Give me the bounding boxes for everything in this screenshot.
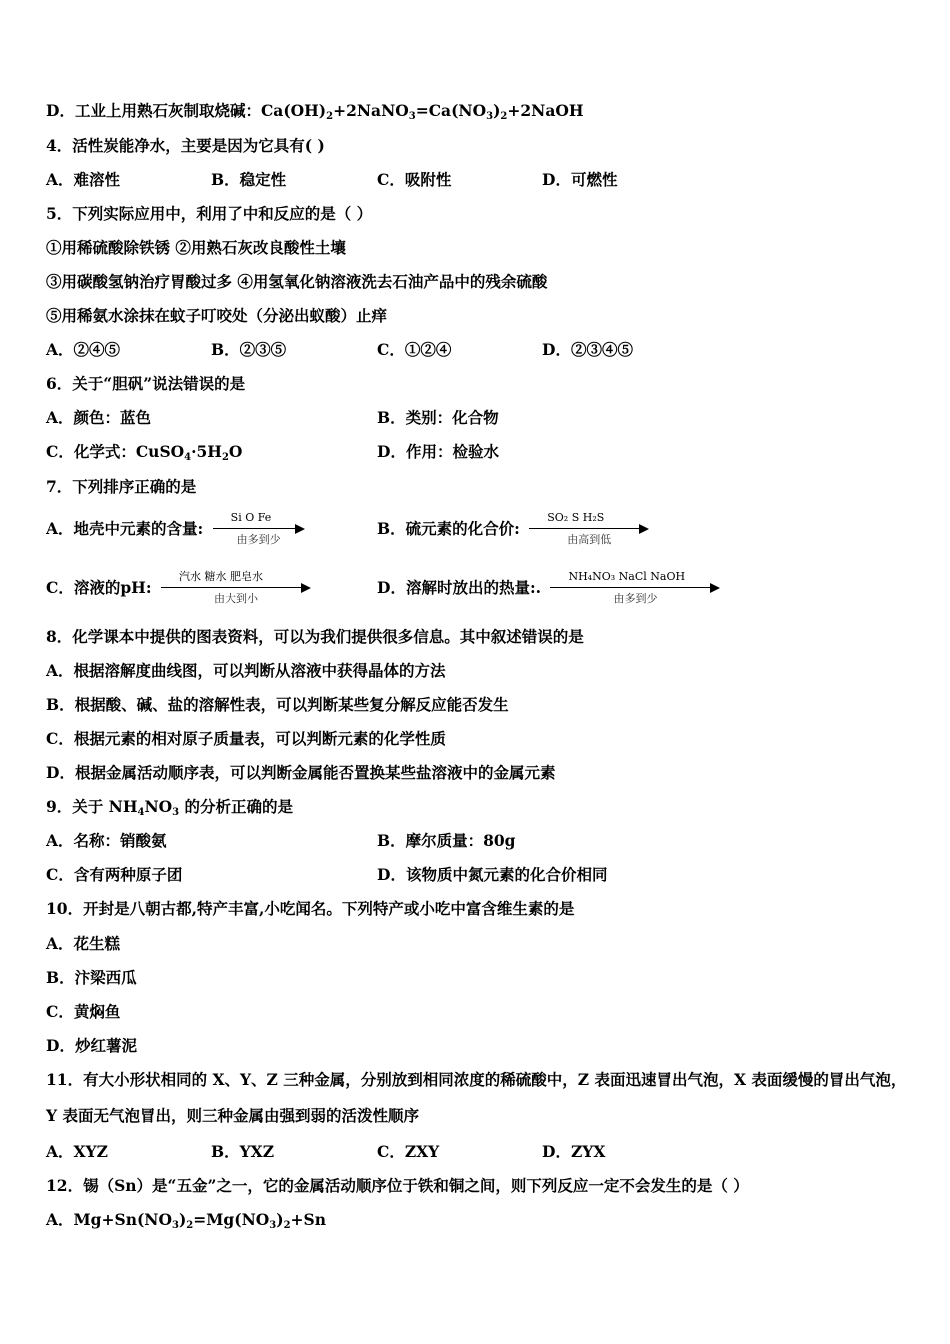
q7-option-c [46,571,311,605]
subscript: 3 [408,111,416,122]
order-direction: 由高到低 [567,533,612,546]
text: A．Mg+Sn(NO [46,1210,172,1229]
q9-option-d: D．该物质中氮元素的化合价相同 [377,865,608,884]
text: +2NaOH [507,101,584,120]
q7-option-a [46,512,305,546]
order-arrow [529,512,649,546]
q6-option-a: A．颜色：蓝色 [46,408,152,427]
q10-option-a: A．花生糕 [46,934,121,953]
q4-option-c: C．吸附性 [377,170,452,189]
q4-stem: 4．活性炭能净水，主要是因为它具有( ) [46,136,325,155]
q12-option-a [46,1210,326,1236]
subscript: 3 [486,111,494,122]
text: ·5H [191,442,222,461]
q11-option-b: B．YXZ [211,1142,275,1161]
q9-option-a: A．名称：销酸氨 [46,831,167,850]
q5-item-3: ⑤用稀氨水涂抹在蚊子叮咬处（分泌出蚁酸）止痒 [46,306,388,325]
q6-option-c [46,442,242,468]
arrow [550,583,720,593]
text: O [228,442,243,461]
q4-option-a: A．难溶性 [46,170,121,189]
q10-option-d: D．炒红薯泥 [46,1036,137,1055]
q4-option-b: B．稳定性 [211,170,287,189]
arrow [529,524,649,534]
q11-stem: 11．有大小形状相同的 X、Y、Z 三种金属，分别放到相同浓度的稀硫酸中，Z 表面迅速冒出气泡，X 表面缓慢的冒出气泡，Y 表面无气泡冒出，则三种金属由强到弱的活泼性顺序 [46,1070,907,1125]
order-items: NH₄NO₃ NaCl NaOH [568,570,686,583]
text: ) [178,1210,187,1229]
arrow [161,583,311,593]
q10-option-c: C．黄焖鱼 [46,1002,121,1021]
text: ) [493,101,501,120]
q3-option-d [46,101,584,127]
subscript: 2 [221,452,229,463]
q11-option-a: A．XYZ [46,1142,108,1161]
q7-option-b [377,512,649,546]
subscript: 3 [269,1220,277,1231]
order-items: Si O Fe [230,511,272,524]
text: =Mg(NO [193,1210,270,1229]
subscript: 4 [184,452,192,463]
subscript: 3 [171,1220,179,1231]
q9-option-b: B．摩尔质量：80g [377,831,516,850]
q4-option-d: D．可燃性 [542,170,618,189]
text: ) [276,1210,284,1229]
text: 的分析正确的是 [179,797,294,816]
order-items: SO₂ S H₂S [547,511,605,524]
subscript: 2 [186,1220,194,1231]
text: NO [144,797,173,816]
q8-stem: 8．化学课本中提供的图表资料，可以为我们提供很多信息。其中叙述错误的是 [46,627,584,646]
q12-stem: 12．锡（Sn）是“五金”之一，它的金属活动顺序位于铁和铜之间，则下列反应一定不会发生的是（ ） [46,1176,749,1195]
subscript: 3 [172,807,180,818]
text: C．化学式：CuSO [46,442,185,461]
q5-item-2: ③用碳酸氢钠治疗胃酸过多 ④用氢氧化钠溶液洗去石油产品中的残余硫酸 [46,272,548,291]
text: D．工业上用熟石灰制取烧碱：Ca(OH) [46,101,327,120]
q5-option-b: B．②③⑤ [211,340,287,359]
text: =Ca(NO [415,101,487,120]
q5-stem: 5．下列实际应用中，利用了中和反应的是（ ） [46,204,373,223]
q10-stem: 10．开封是八朝古都,特产丰富,小吃闻名。下列特产或小吃中富含维生素的是 [46,899,575,918]
q6-option-b: B．类别：化合物 [377,408,499,427]
order-direction: 由大到小 [213,592,258,605]
order-direction: 由多到少 [613,592,658,605]
text: +2NaNO [333,101,409,120]
option-label: B．硫元素的化合价: [377,519,520,538]
arrow [213,524,305,534]
subscript: 2 [500,111,508,122]
q11-option-d: D．ZYX [542,1142,606,1161]
order-arrow [161,571,311,605]
subscript: 2 [326,111,334,122]
q8-option-a: A．根据溶解度曲线图，可以判断从溶液中获得晶体的方法 [46,661,446,680]
q5-item-1: ①用稀硫酸除铁锈 ②用熟石灰改良酸性土壤 [46,238,346,257]
q8-option-c: C．根据元素的相对原子质量表，可以判断元素的化学性质 [46,729,446,748]
q5-option-c: C．①②④ [377,340,452,359]
q6-stem: 6．关于“胆矾”说法错误的是 [46,374,246,393]
q7-stem: 7．下列排序正确的是 [46,477,197,496]
order-arrow [550,571,720,605]
text: 9．关于 NH [46,797,138,816]
order-direction: 由多到少 [236,533,281,546]
subscript: 2 [283,1220,291,1231]
q8-option-d: D．根据金属活动顺序表，可以判断金属能否置换某些盐溶液中的金属元素 [46,763,556,782]
q7-option-d [377,571,720,605]
q5-option-a: A．②④⑤ [46,340,121,359]
text: +Sn [290,1210,326,1229]
option-label: A．地壳中元素的含量: [46,519,204,538]
order-arrow [213,512,305,546]
q9-option-c: C．含有两种原子团 [46,865,183,884]
q8-option-b: B．根据酸、碱、盐的溶解性表，可以判断某些复分解反应能否发生 [46,695,509,714]
order-items: 汽水 糖水 肥皂水 [178,570,263,583]
option-label: D．溶解时放出的热量:. [377,578,542,597]
subscript: 4 [137,807,145,818]
q11-option-c: C．ZXY [377,1142,440,1161]
q9-stem [46,797,293,823]
q5-option-d: D．②③④⑤ [542,340,633,359]
q10-option-b: B．汴梁西瓜 [46,968,137,987]
q6-option-d: D．作用：检验水 [377,442,499,461]
option-label: C．溶液的pH: [46,578,152,597]
